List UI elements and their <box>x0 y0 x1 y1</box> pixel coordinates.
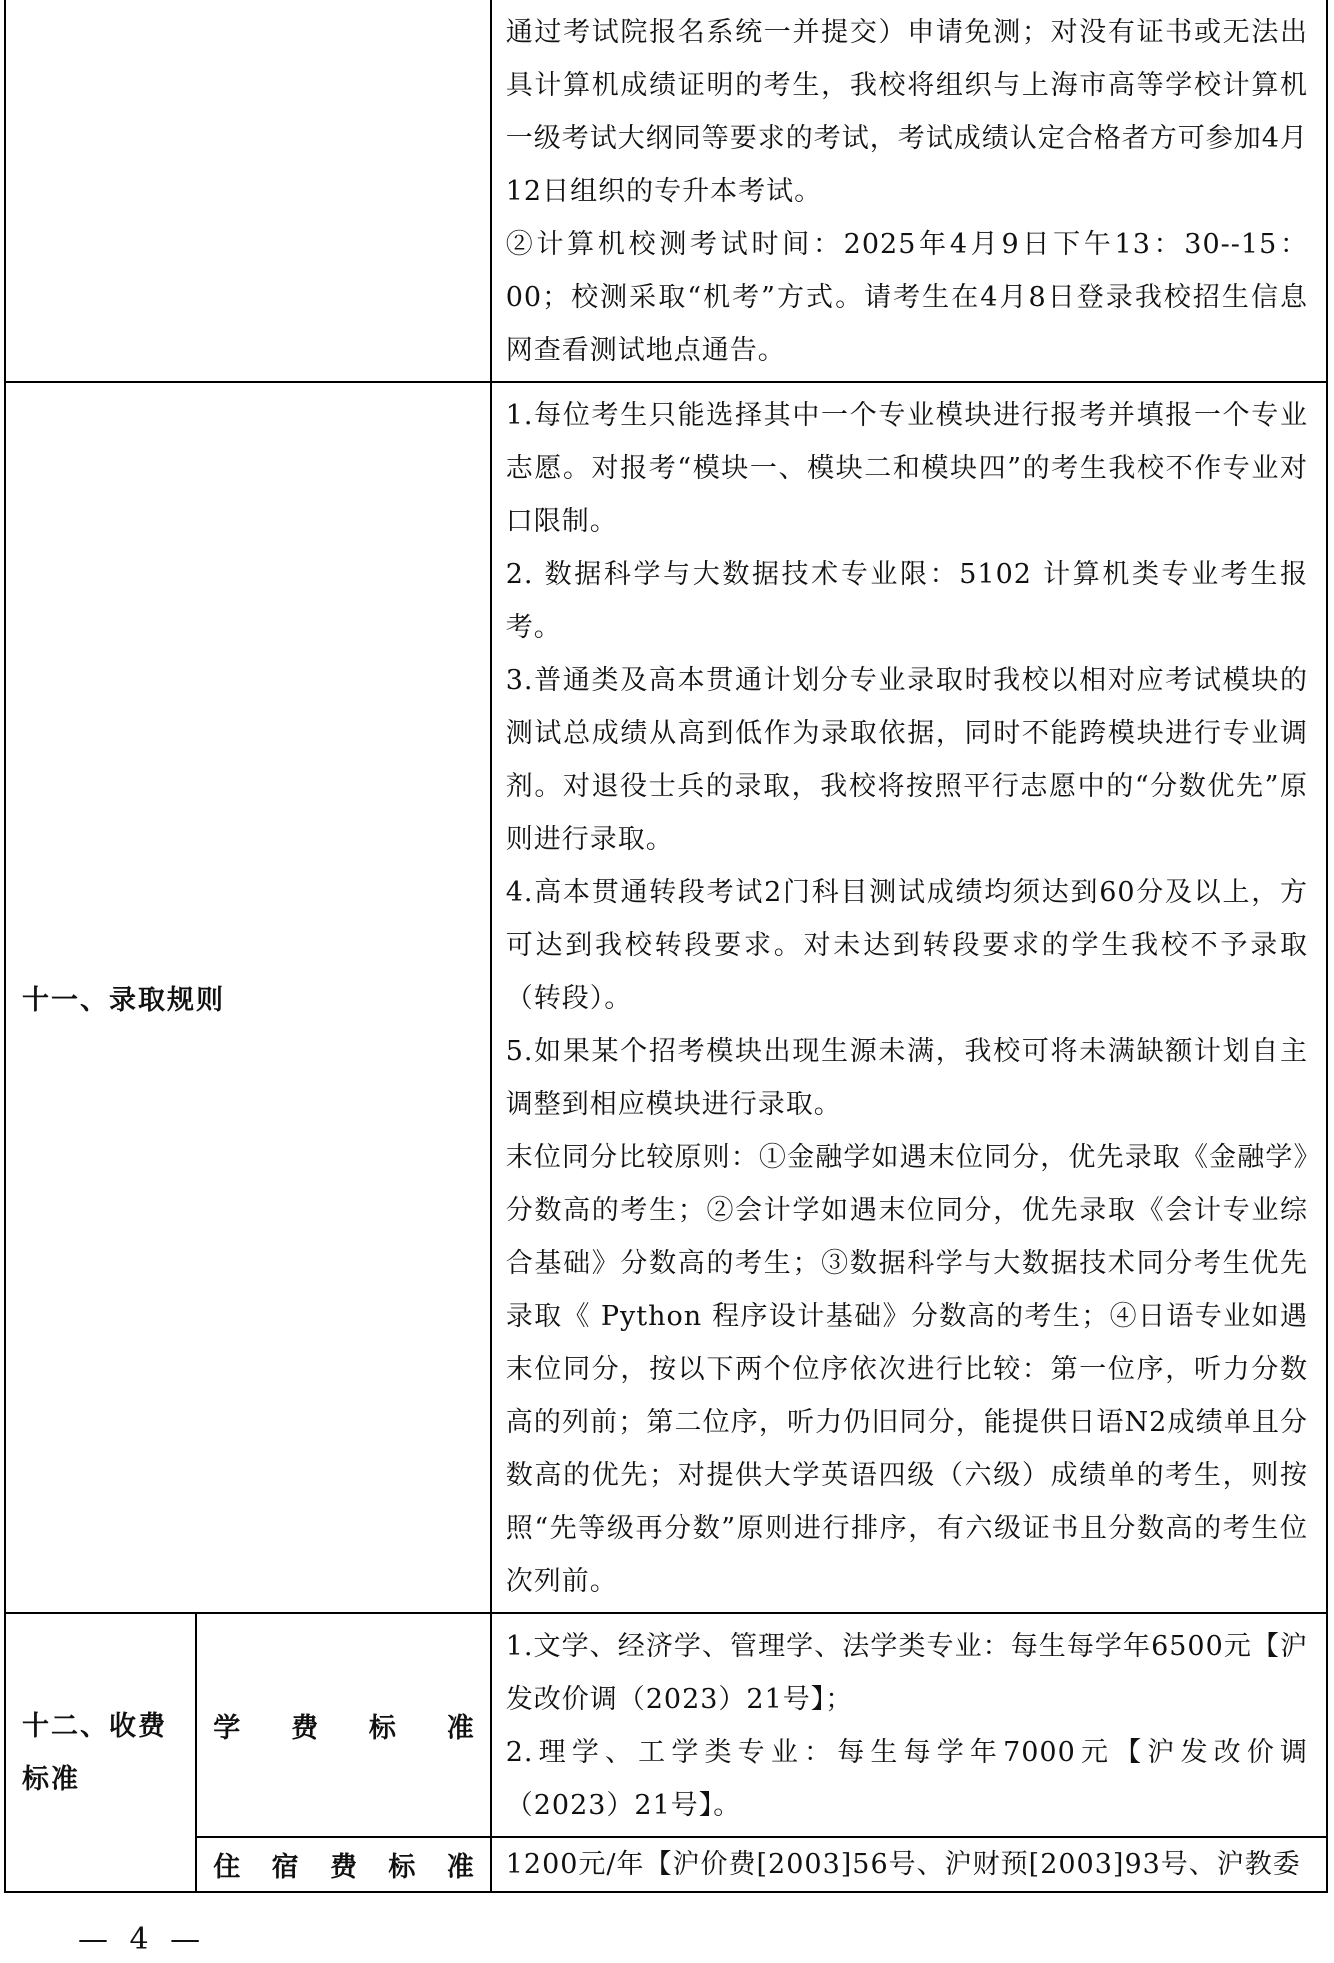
paragraph: 4.高本贯通转段考试2门科目测试成绩均须达到60分及以上，方可达到我校转段要求。对未达到转段要求的学生我校不予录取（转段）。 <box>505 877 1308 1014</box>
sublabel-tuition <box>196 1613 490 1837</box>
label-char: 费 <box>291 1712 319 1744</box>
content-cell-admission <box>491 382 1327 1613</box>
paragraph: 1.文学、经济学、管理学、法学类专业：每生每学年6500元【沪发改价调（2023）21号】； <box>505 1631 1308 1715</box>
paragraph: ②计算机校测考试时间：2025年4月9日下午13：30--15：00；校测采取“机考”方式。请考生在4月8日登录我校招生信息网查看测试地点通告。 <box>505 229 1308 366</box>
paragraph: 通过考试院报名系统一并提交）申请免测；对没有证书或无法出具计算机成绩证明的考生，我校将组织与上海市高等学校计算机一级考试大纲同等要求的考试，考试成绩认定合格者方可参加4月12日组织的专升本考试。 <box>505 17 1308 207</box>
paragraph: 3.普通类及高本贯通计划分专业录取时我校以相对应考试模块的测试总成绩从高到低作为录取依据，同时不能跨模块进行专业调剂。对退役士兵的录取，我校将按照平行志愿中的“分数优先”原则进行录取。 <box>505 665 1308 855</box>
paragraph: 5.如果某个招考模块出现生源未满，我校可将未满缺额计划自主调整到相应模块进行录取。 <box>505 1036 1308 1120</box>
table-row-tuition <box>5 1613 1327 1837</box>
row-label-admission: 十一、录取规则 <box>5 382 491 1613</box>
table-row-continued <box>5 0 1327 382</box>
content-cell-continued <box>491 0 1327 382</box>
label-char: 学 <box>213 1712 241 1744</box>
row-label-fees: 十二、收费标准 <box>5 1613 196 1892</box>
label-char: 宿 <box>271 1852 299 1883</box>
paragraph: 2. 数据科学与大数据技术专业限：5102 计算机类专业考生报考。 <box>505 559 1308 643</box>
content-cell-accommodation <box>491 1837 1327 1892</box>
paragraph: 末位同分比较原则：①金融学如遇末位同分，优先录取《金融学》分数高的考生；②会计学如遇末位同分，优先录取《会计专业综合基础》分数高的考生；③数据科学与大数据技术同分考生优先录取《 Python 程序设计基础》分数高的考生；④日语专业如遇末位同分，按以下两个位序依次进行比较：第一位序，听力分数高的列前；第二位序，听力仍旧同分，能提供日语N2成绩单且分数高的优先；对提供大学英语四级（六级）成绩单的考生，则按照“先等级再分数”原则进行排序，有六级证书且分数高的考生位次列前。 <box>505 1142 1308 1597</box>
label-char: 住 <box>213 1852 241 1883</box>
label-char: 标 <box>368 1712 396 1744</box>
table-row-accommodation <box>5 1837 1327 1892</box>
page-number: — 4 — <box>78 1922 207 1957</box>
table-row-admission <box>5 382 1327 1613</box>
admission-table <box>4 0 1328 1893</box>
label-cell-empty <box>5 0 491 382</box>
sublabel-accommodation <box>196 1837 490 1892</box>
label-char: 费 <box>330 1852 357 1883</box>
label-char: 准 <box>446 1712 474 1744</box>
label-char: 准 <box>446 1852 474 1883</box>
label-char: 标 <box>388 1852 416 1883</box>
content-cell-tuition <box>491 1613 1327 1837</box>
paragraph: 2.理学、工学类专业：每生每学年7000元【沪发改价调（2023）21号】。 <box>505 1737 1308 1821</box>
paragraph: 1200元/年【沪价费[2003]56号、沪财预[2003]93号、沪教委 <box>505 1849 1301 1880</box>
paragraph: 1.每位考生只能选择其中一个专业模块进行报考并填报一个专业志愿。对报考“模块一、模块二和模块四”的考生我校不作专业对口限制。 <box>505 400 1308 537</box>
